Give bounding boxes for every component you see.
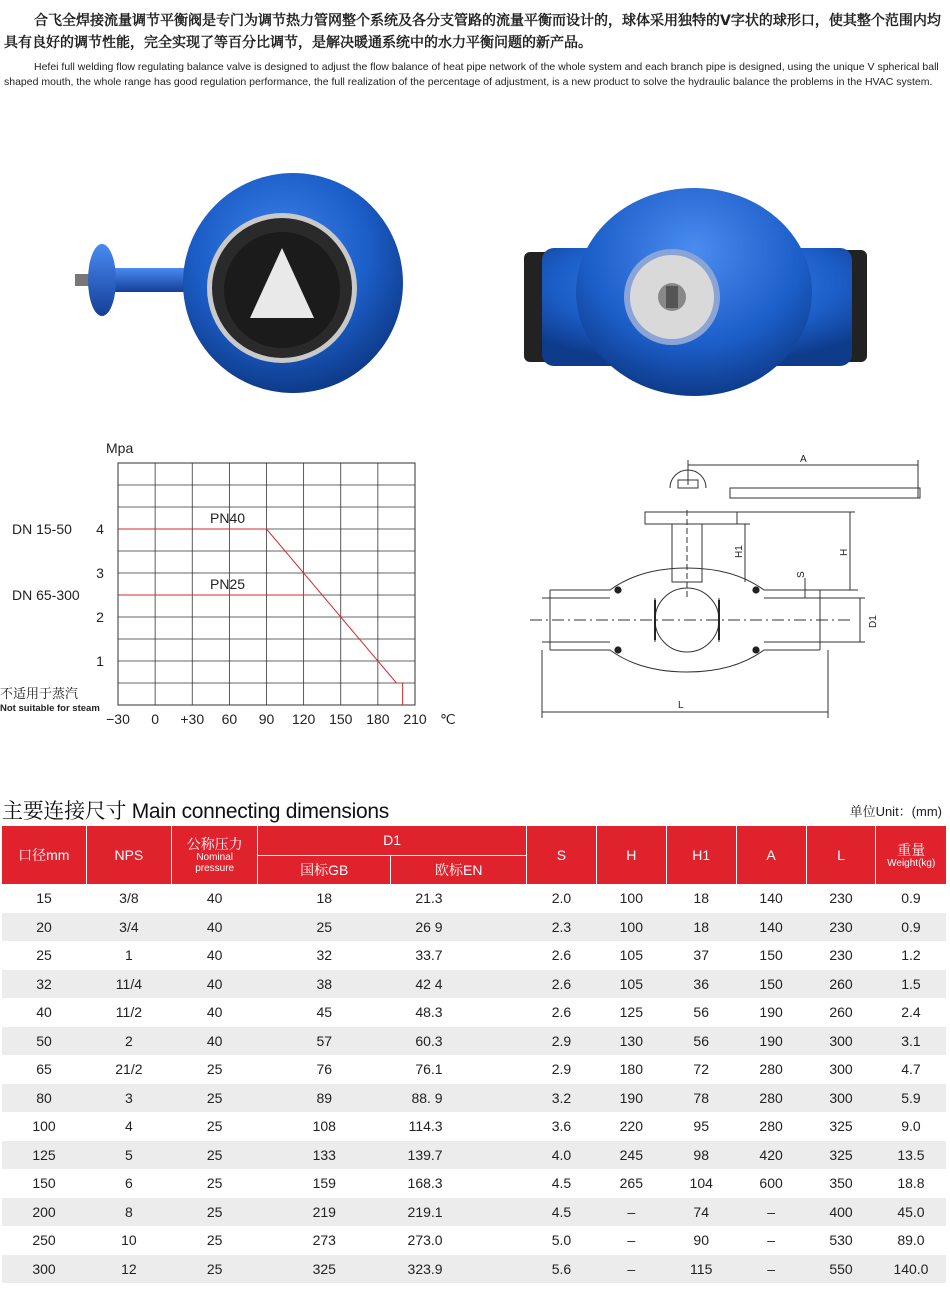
header-en: 欧标EN [391,855,527,884]
table-cell: – [736,1198,806,1227]
header-a: A [736,826,806,884]
table-cell: 32 [2,970,86,999]
table-cell: 95 [693,1118,709,1135]
note-cn: 不适用于蒸汽 [0,686,79,701]
table-cell: 56 [666,1027,736,1056]
table-cell: 550 [806,1255,876,1284]
table-cell: 40 [36,1004,52,1021]
table-cell: 180 [619,1061,643,1078]
table-cell: 60.3 [391,1027,527,1056]
table-cell: 190 [759,1004,783,1021]
table-cell: 4.5 [551,1175,572,1192]
header-dn: 口径mm [2,826,86,884]
table-cell: 3.2 [527,1084,597,1113]
y-tick-label: 3 [96,565,104,581]
dn-group-label: DN 65-300 [12,587,80,603]
header-weight-cn: 重量 [897,841,926,858]
table-cell: 0.9 [876,913,946,942]
table-cell: 280 [736,1084,806,1113]
table-cell: 325 [829,1118,853,1135]
table-cell: 57 [258,1027,391,1056]
table-cell: 11/2 [115,1004,142,1021]
table-cell: 25 [36,947,52,964]
table-cell: 140 [759,890,783,907]
table-cell: 260 [829,1004,853,1021]
valve-front-photo [70,168,420,403]
chart-grid [118,463,415,705]
table-cell: 74 [666,1198,736,1227]
x-tick-label: 150 [329,711,353,727]
table-row [2,913,946,942]
table-cell: 5.0 [551,1232,572,1249]
table-cell: 350 [829,1175,853,1192]
header-s: S [527,826,597,884]
table-cell: 2.3 [527,913,597,942]
table-cell: 76.1 [415,1061,443,1078]
x-tick-label: 60 [221,711,238,727]
table-cell: 140.0 [876,1255,946,1284]
table-cell: 1 [124,947,133,964]
table-cell: 5.9 [876,1084,946,1113]
table-cell: 105 [596,970,666,999]
table-cell: 13.5 [876,1141,946,1170]
table-cell: 45.0 [876,1198,946,1227]
table-cell: 300 [829,1061,853,1078]
table-row [2,1255,946,1284]
table-cell: 150 [32,1175,56,1192]
table-cell: 25 [258,913,391,942]
table-cell: 159 [312,1175,336,1192]
table-cell: 300 [806,1084,876,1113]
table-cell: 36 [666,970,736,999]
table-row [2,1027,946,1056]
table-cell: 1.2 [901,947,921,964]
valve-dimension-drawing [520,450,930,720]
table-cell: 26 9 [391,913,527,942]
header-l: L [806,826,876,884]
table-cell: 25 [172,1084,258,1113]
header-weight [876,826,946,884]
table-cell: 260 [806,970,876,999]
section-title: 主要连接尺寸 Main connecting dimensions [2,800,389,823]
table-cell: 18.8 [897,1175,925,1192]
table-cell: 104 [689,1175,713,1192]
table-cell: 125 [619,1004,643,1021]
table-cell: 273.0 [407,1232,443,1249]
table-cell: 76 [316,1061,333,1078]
intro-chinese: 合飞全焊接流量调节平衡阀是专门为调节热力管网整个系统及各分支管路的流量平衡而设计的，球体采用独特的V字状的球形口，使其整个范围内均具有良好的调节性能，完全实现了等百分比调节，是解决暖通系统中的水力平衡问题的新产品。 [4,13,941,51]
table-cell: 140 [736,913,806,942]
table-cell: 420 [736,1141,806,1170]
table-cell: 273 [312,1232,336,1249]
table-cell: 1.5 [876,970,946,999]
y-tick-label: 4 [96,521,104,537]
table-cell: 300 [2,1255,86,1284]
table-cell: – [767,1232,775,1249]
table-cell: 18 [316,890,333,907]
table-cell: 25 [206,1232,223,1249]
table-cell: 25 [172,1141,258,1170]
table-cell: 150 [759,947,783,964]
header-h: H [596,826,666,884]
table-cell: 40 [206,947,223,964]
table-cell: 40 [206,1004,223,1021]
dim-label-h1: H1 [734,545,745,558]
table-cell: 56 [693,1004,709,1021]
valve-side-photo [522,182,872,397]
table-cell: 280 [759,1061,783,1078]
table-cell: 100 [32,1118,56,1135]
table-cell: 42 4 [391,970,527,999]
table-cell: 50 [2,1027,86,1056]
table-cell: 25 [172,1255,258,1284]
table-cell: 4 [124,1118,133,1135]
table-cell: 219.1 [391,1198,527,1227]
table-cell: 2.6 [527,970,597,999]
series-label-pn25: PN25 [210,576,246,592]
table-cell: 325 [258,1255,391,1284]
table-cell: 40 [206,890,223,907]
table-cell: 12 [86,1255,172,1284]
table-row [2,1112,946,1141]
table-cell: 400 [806,1198,876,1227]
table-cell: 100 [596,913,666,942]
x-tick-label: 0 [151,711,160,727]
table-cell: 2.9 [551,1061,572,1078]
table-cell: 200 [2,1198,86,1227]
note-en: Not suitable for steam [0,703,100,714]
table-cell: 190 [736,1027,806,1056]
table-cell: 0.9 [901,890,921,907]
table-cell: 125 [2,1141,86,1170]
unit-label: 单位Unit：(mm) [849,804,942,819]
table-cell: 325 [806,1141,876,1170]
table-cell: 21.3 [415,890,443,907]
table-cell: 133 [258,1141,391,1170]
table-cell: 3/4 [86,913,172,942]
table-cell: 18 [666,913,736,942]
table-cell: 88. 9 [391,1084,527,1113]
table-cell: 100 [619,890,643,907]
table-cell: 21/2 [115,1061,143,1078]
table-cell: 11/4 [86,970,172,999]
table-cell: 2 [86,1027,172,1056]
table-cell: 65 [36,1061,52,1078]
table-cell: 32 [316,947,333,964]
dim-label-a: A [800,454,807,465]
table-cell: 9.0 [901,1118,921,1135]
table-cell: 265 [619,1175,643,1192]
table-row [2,970,946,999]
x-tick-label: 210 [403,711,427,727]
table-cell: 530 [829,1232,853,1249]
table-cell: 230 [806,913,876,942]
table-cell: 3.1 [876,1027,946,1056]
table-cell: 72 [693,1061,709,1078]
table-cell: 5 [86,1141,172,1170]
table-row [2,998,946,1027]
table-cell: 600 [759,1175,783,1192]
header-nps: NPS [86,826,172,884]
table-cell: 2.6 [551,1004,572,1021]
table-cell: 89.0 [897,1232,925,1249]
table-cell: 3/8 [119,890,139,907]
dn-group-label: DN 15-50 [12,521,72,537]
table-cell: 2.4 [901,1004,921,1021]
header-d1: D1 [258,826,527,855]
table-cell: 3 [86,1084,172,1113]
header-pressure-en2: pressure [195,863,235,874]
table-cell: 139.7 [391,1141,527,1170]
table-cell: 2.9 [527,1027,597,1056]
table-row [2,884,946,913]
table-cell: 4.7 [901,1061,921,1078]
y-tick-label: 1 [96,653,104,669]
header-gb: 国标GB [258,855,391,884]
table-cell: 219 [258,1198,391,1227]
table-row [2,1084,946,1113]
table-cell: 323.9 [391,1255,527,1284]
table-cell: 98 [666,1141,736,1170]
x-tick-label: −30 [106,711,130,727]
table-cell: – [627,1232,636,1249]
series-label-pn40: PN40 [210,510,246,526]
table-cell: 37 [693,947,709,964]
table-cell: – [596,1255,666,1284]
header-h1: H1 [666,826,736,884]
table-cell: 2.0 [551,890,572,907]
chart-labels [0,440,456,727]
table-cell: 40 [172,913,258,942]
table-cell: 245 [596,1141,666,1170]
table-cell: 150 [736,970,806,999]
table-cell: 10 [121,1232,137,1249]
table-row [2,1141,946,1170]
table-cell: 18 [693,890,709,907]
header-weight-en: Weight(kg) [887,857,936,869]
table-cell: 190 [596,1084,666,1113]
table-row [2,941,946,970]
table-cell: 114.3 [408,1118,443,1135]
table-cell: 130 [596,1027,666,1056]
dim-label-l: L [678,700,684,711]
table-row [2,1226,946,1255]
dimensions-table [2,826,946,1283]
table-cell: 40 [172,1027,258,1056]
table-cell: 15 [36,890,52,907]
table-cell: 168.3 [407,1175,443,1192]
table-cell: 45 [316,1004,333,1021]
dim-label-s: S [796,571,807,578]
table-cell: 89 [258,1084,391,1113]
table-cell: 6 [124,1175,133,1192]
table-cell: 25 [206,1175,223,1192]
table-cell: – [736,1255,806,1284]
table-cell: 280 [759,1118,783,1135]
table-cell: 33.7 [415,947,443,964]
table-cell: 8 [86,1198,172,1227]
table-cell: – [596,1198,666,1227]
table-cell: 230 [829,890,853,907]
table-cell: 230 [829,947,853,964]
table-cell: 25 [206,1061,223,1078]
x-tick-label: 120 [291,711,316,727]
dim-label-h: H [839,548,850,556]
table-cell: 40 [172,970,258,999]
table-cell: 300 [806,1027,876,1056]
table-cell: 105 [619,947,643,964]
table-row [2,1198,946,1227]
table-cell: 3.6 [551,1118,572,1135]
table-cell: 25 [172,1198,258,1227]
y-axis-label: Mpa [106,440,134,456]
header-pressure-en1: Nominal [196,852,233,863]
table-cell: 25 [206,1118,223,1135]
table-cell: 220 [619,1118,643,1135]
table-cell: 20 [2,913,86,942]
table-cell: 38 [258,970,391,999]
x-tick-label: 180 [366,711,390,727]
x-tick-label: +30 [180,711,205,727]
pressure-temperature-chart [0,435,470,735]
x-tick-label: 90 [258,711,275,727]
table-cell: 78 [666,1084,736,1113]
table-cell: 4.0 [527,1141,597,1170]
y-tick-label: 2 [96,609,104,625]
table-cell: 2.6 [551,947,572,964]
table-cell: 80 [2,1084,86,1113]
table-cell: 115 [666,1255,736,1284]
dim-label-d1: D1 [868,615,879,628]
table-row [2,1169,946,1198]
table-cell: 5.6 [527,1255,597,1284]
table-cell: 48.3 [415,1004,443,1021]
table-cell: 90 [693,1232,709,1249]
x-axis-unit: ℃ [440,711,456,727]
header-pressure [172,826,258,884]
table-row [2,1055,946,1084]
intro-english: Hefei full welding flow regulating balance valve is designed to adjust the flow balance of heat pipe network of the whole system and each branch pipe is designed, using the unique V spherical ball shaped mouth, the whole range has good regulation performance, the full realization of the percentage of adjustment, is a new product to solve the hydraulic balance the problems in the HVAC system. [4,61,939,88]
table-cell: 4.5 [527,1198,597,1227]
header-pressure-cn: 公称压力 [186,836,243,852]
table-cell: 250 [32,1232,56,1249]
table-cell: 108 [312,1118,336,1135]
